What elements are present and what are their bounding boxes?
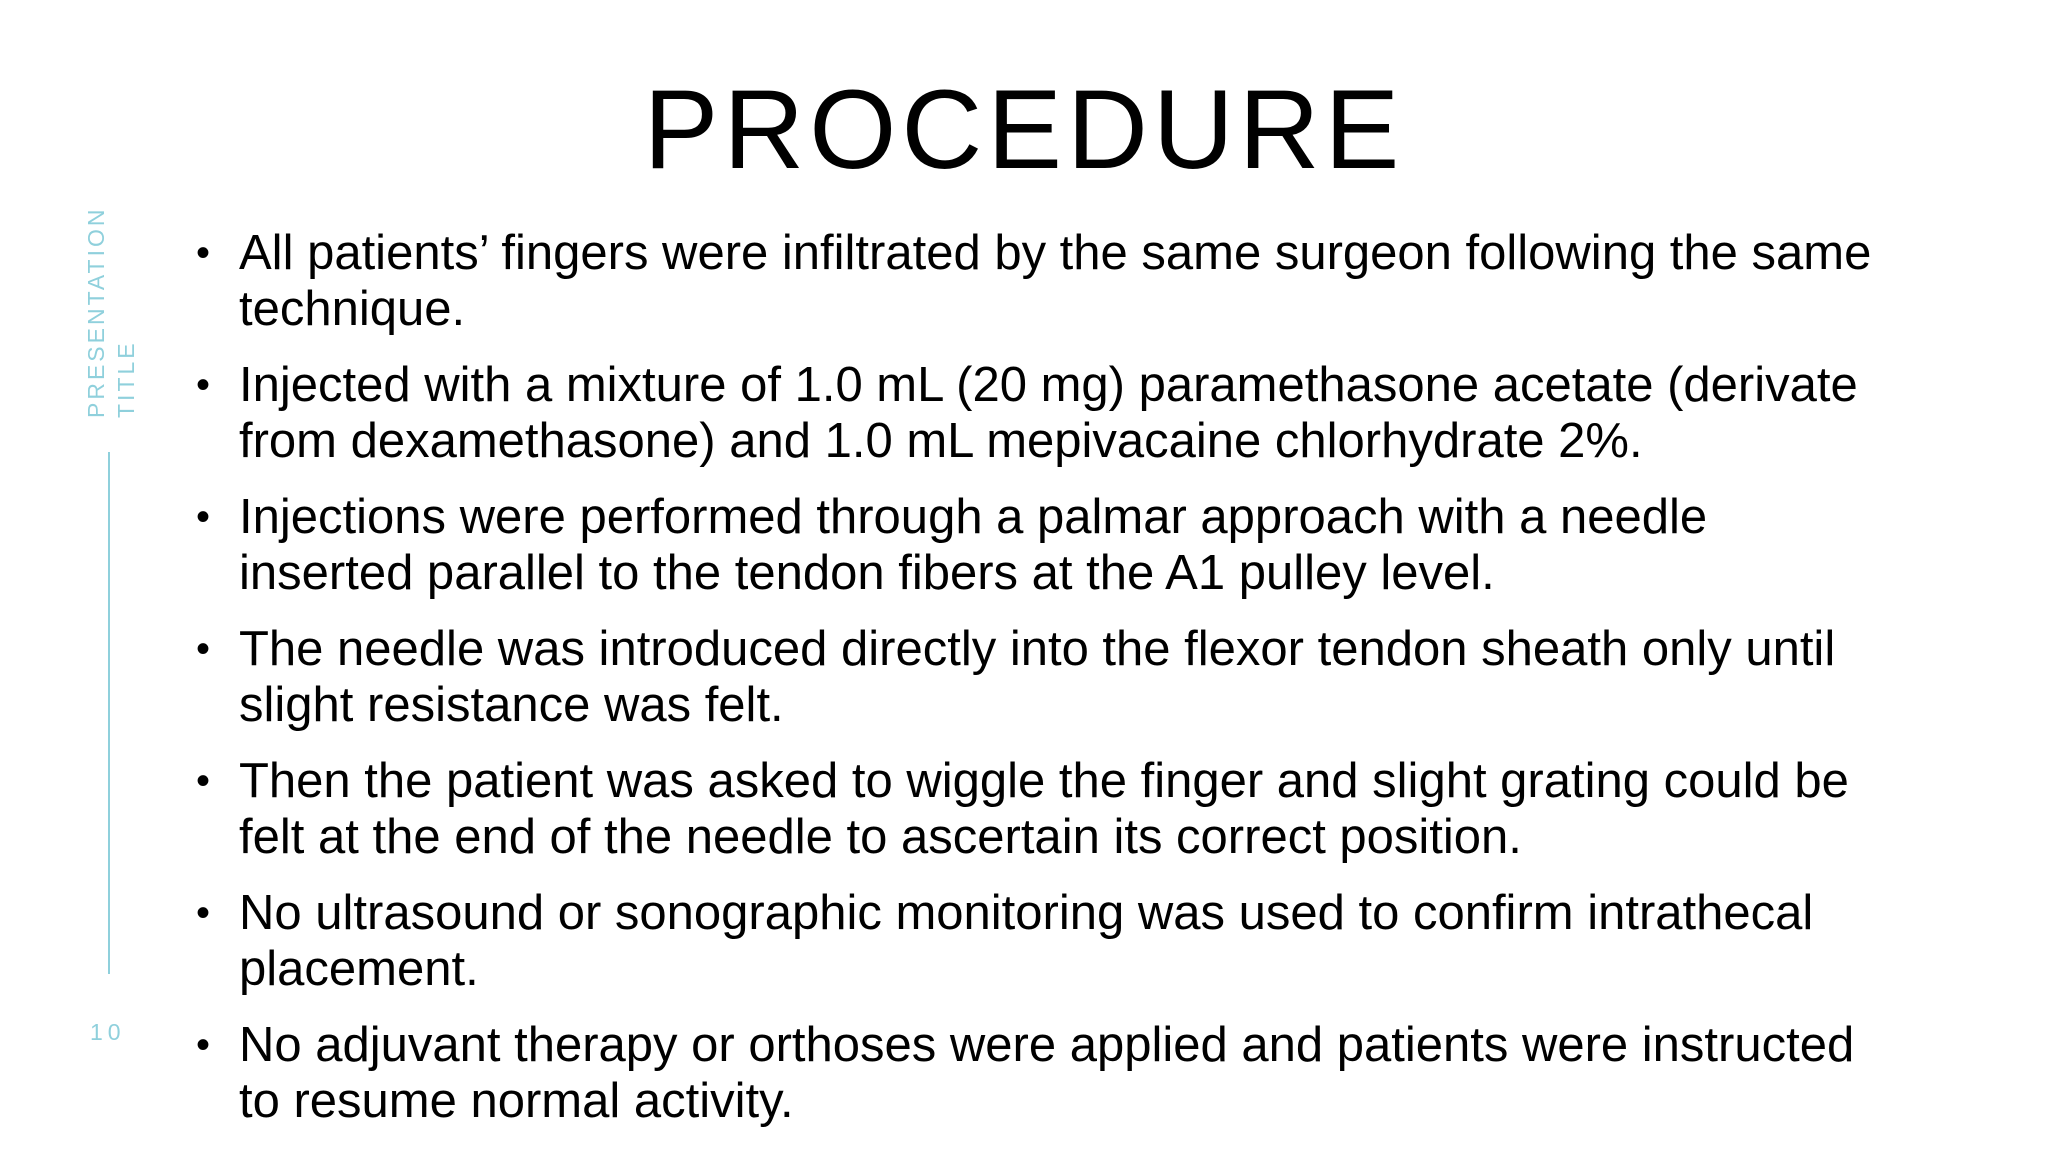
bullet-text: No adjuvant therapy or orthoses were applied and patients were instructed to resume normal activity.: [239, 1018, 1855, 1128]
slide-title: PROCEDURE: [643, 67, 1405, 192]
bullet-text: The needle was introduced directly into the flexor tendon sheath only until slight resistance was felt.: [239, 622, 1836, 732]
bullet-item: [196, 885, 1876, 997]
bullet-text: Injected with a mixture of 1.0 mL (20 mg) paramethasone acetate (derivate from dexamethasone) and 1.0 mL mepivacaine chlorhydrate 2%.: [239, 358, 1858, 468]
presentation-title-label: PRESENTATION TITLE: [83, 206, 139, 418]
bullet-text: Injections were performed through a palmar approach with a needle inserted parallel to the tendon fibers at the A1 pulley level.: [239, 490, 1708, 600]
bullet-list: [196, 225, 1876, 1149]
bullet-dot-icon: •: [196, 495, 211, 539]
bullet-dot-icon: •: [196, 231, 211, 275]
bullet-item: [196, 621, 1876, 733]
bullet-dot-icon: •: [196, 1023, 211, 1067]
bullet-dot-icon: •: [196, 363, 211, 407]
bullet-item: [196, 1017, 1876, 1129]
bullet-dot-icon: •: [196, 891, 211, 935]
bullet-text: Then the patient was asked to wiggle the finger and slight grating could be felt at the end of the needle to ascertain its correct position.: [239, 754, 1849, 864]
bullet-text: No ultrasound or sonographic monitoring was used to confirm intrathecal placement.: [239, 886, 1814, 996]
bullet-text: All patients’ fingers were infiltrated by the same surgeon following the same technique.: [239, 226, 1872, 336]
bullet-item: [196, 225, 1876, 337]
bullet-item: [196, 489, 1876, 601]
bullet-dot-icon: •: [196, 759, 211, 803]
side-divider-line: [108, 452, 110, 974]
bullet-item: [196, 357, 1876, 469]
bullet-dot-icon: •: [196, 627, 211, 671]
page-number: 10: [90, 1019, 126, 1045]
bullet-item: [196, 753, 1876, 865]
